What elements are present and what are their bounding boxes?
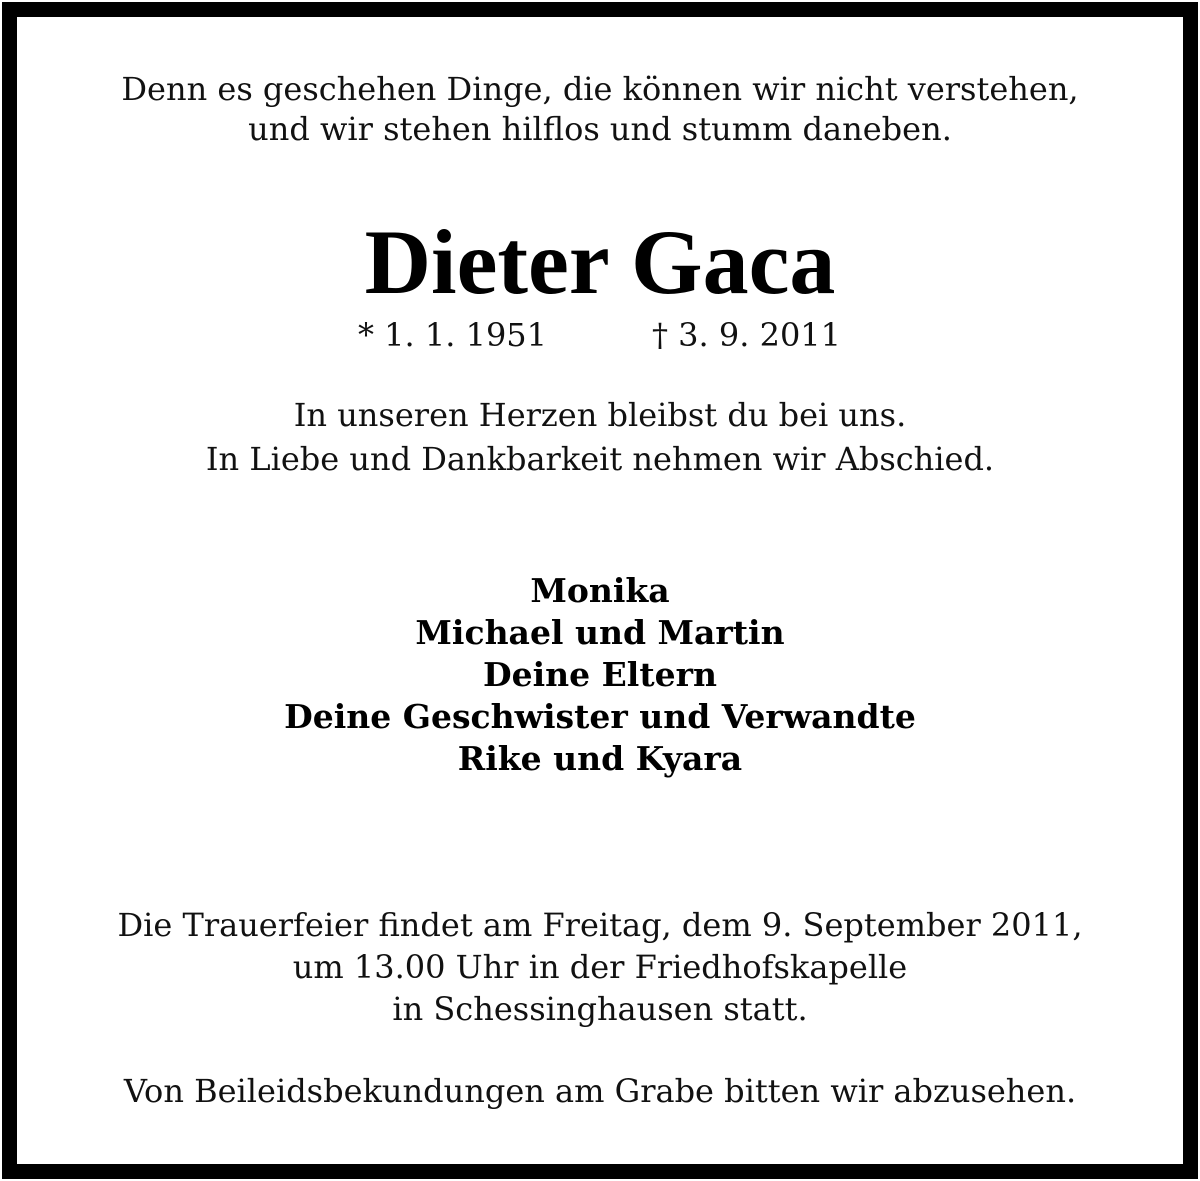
mourner-name: Deine Eltern [483, 655, 717, 694]
message-line-1: In unseren Herzen bleibst du bei uns. [293, 396, 907, 434]
deceased-name: Dieter Gaca [364, 211, 836, 313]
mourner-name: Michael und Martin [415, 613, 785, 652]
quote-line-1: Denn es geschehen Dinge, die können wir nicht verstehen, [121, 70, 1079, 108]
mourner-name: Deine Geschwister und Verwandte [284, 697, 916, 736]
closing-note: Von Beileidsbekundungen am Grabe bitten wir abzusehen. [123, 1072, 1077, 1110]
quote-line-2: und wir stehen hilflos und stumm daneben. [248, 110, 952, 148]
death-date: † 3. 9. 2011 [652, 316, 842, 354]
birth-date: * 1. 1. 1951 [358, 316, 548, 354]
message-line-2: In Liebe und Dankbarkeit nehmen wir Abschied. [205, 440, 995, 478]
funeral-line-1: Die Trauerfeier findet am Freitag, dem 9. September 2011, [117, 906, 1083, 944]
mourner-name: Rike und Kyara [457, 739, 743, 778]
mourner-name: Monika [530, 571, 670, 610]
funeral-line-3: in Schessinghausen statt. [392, 990, 808, 1028]
funeral-line-2: um 13.00 Uhr in der Friedhofskapelle [292, 948, 908, 986]
